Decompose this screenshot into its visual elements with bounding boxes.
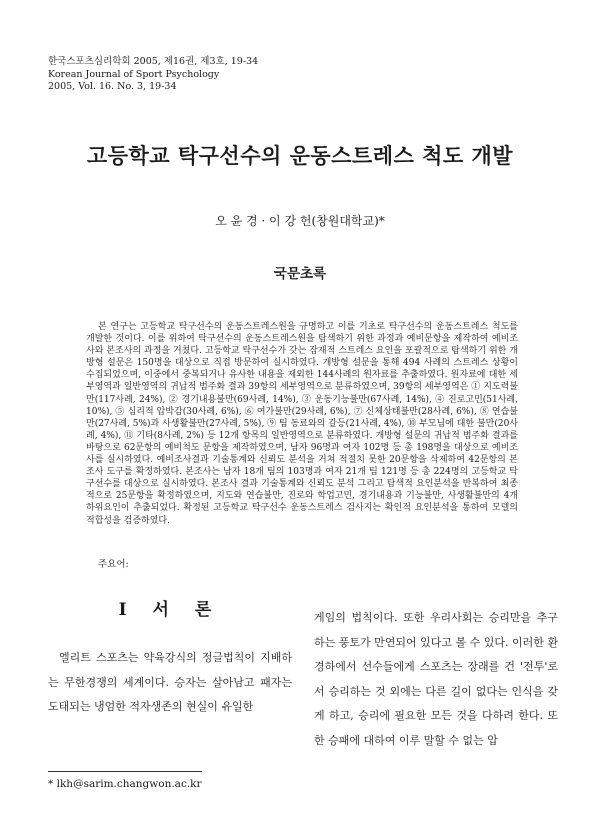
paper-title: 고등학교 탁구선수의 운동스트레스 척도 개발 bbox=[86, 143, 514, 168]
journal-header-line-1: 한국스포츠심리학회 2005, 제16권, 제3호, 19-34 bbox=[48, 56, 259, 67]
keywords-label: 주요어: bbox=[98, 559, 129, 570]
journal-header bbox=[48, 56, 258, 94]
journal-header-line-3: 2005, Vol. 16. No. 3, 19-34 bbox=[48, 81, 177, 92]
body-column-right bbox=[314, 606, 558, 753]
intro-paragraph-left: 엘리트 스포츠는 약육강식의 정글법칙이 지배하는 무한경쟁의 세계이다. 승자는 살아남고 패자는 도태되는 냉엄한 적자생존의 현실이 유일한 bbox=[48, 651, 292, 713]
abstract-body: 본 연구는 고등학교 탁구선수의 운동스트레스원을 규명하고 이를 기초로 탁구선수의 운동스트레스 척도를 개발한 것이다. 이를 위하여 탁구선수의 운동스트레스원을 탐색하기 위한 과정과 예비문항을 제작하여 예비조사와 본조사의 과정을 거쳤다. 고등학교 탁구선수가 갖는 잠재적 스트레스 요인을 포괄적으로 탐색하기 위한 개방형 설문은 150명을 대상으로 직접 방문하여 실시하였다. 개방형 설문을 통해 494 사례의 스트레스 상황이 수집되었으며, 이중에서 중복되거나 유사한 내용을 제외한 144사례의 원자료를 추출하였다. 원자료에 대한 세부영역과 일반영역의 귀납적 범주화 결과 39항의 세부영역으로 분류하였으며, 39항의 세부영역은 ① 지도력불만(117사례, 24%), ② 경기내용불만(69사례, 14%), ③ 운동기능불만(67사례, 14%), ④ 진로고민(51사례, 10%), ⑤ 심리적 압박감(30사례, 6%), ⑥ 여가불만(29사례, 6%), ⑦ 신체상태불만(28사례, 6%), ⑧ 연습불만(27사례, 5%)과 사생활불만(27사례, 5%), ⑨ 팀 동료와의 갈등(21사례, 4%), ⑩ 부모님에 대한 불만(20사례, 4%), ⑪ 기타(8사례, 2%) 등 12개 항목의 일반영역으로 분류하였다. 개방형 설문의 귀납적 범주화 결과를 바탕으로 62문항의 예비척도 문항을 제작하였으며, 남자 96명과 여자 102명 등 총 198명을 대상으로 예비조사를 실시하였다. 예비조사결과 기술통계와 신뢰도 분석을 거쳐 적절치 못한 20문항을 삭제하여 42문항의 본조사 도구를 확정하였다. 본조사는 남자 18개 팀의 103명과 여자 21개 팀 121명 등 총 224명의 고등학교 탁구선수를 대상으로 실시하였다. 본조사 결과 기술통계와 신뢰도 분석 그리고 탐색적 요인분석을 반복하여 최종적으로 25문항을 확정하였으며, 지도와 연습불만, 진로와 학업고민, 경기내용과 기능불만, 사생활불만의 4개 하위요인이 추출되었다. 확정된 고등학교 탁구선수 운동스트레스 검사지는 확인적 요인분석을 통하여 모델의 적합성을 검증하였다. bbox=[86, 322, 518, 526]
section-heading-introduction: I 서 론 bbox=[118, 600, 222, 620]
footnote-email: * lkh@sarim.changwon.ac.kr bbox=[48, 778, 202, 790]
authors: 오 윤 경 · 이 강 헌(창원대학교)* bbox=[215, 214, 385, 228]
abstract-heading: 국문초록 bbox=[273, 266, 327, 282]
footnote-rule bbox=[48, 771, 202, 772]
body-column-left bbox=[48, 598, 292, 720]
intro-paragraph-right: 게임의 법칙이다. 또한 우리사회는 승리만을 추구하는 풍토가 만연되어 있다고 볼 수 있다. 이러한 환경하에서 선수들에게 스포츠는 장래를 건 '전투'로서 승리하는 것 외에는 다른 길이 없다는 인식을 갖게 하고, 승리에 필요한 모든 것을 다하려 한다. 또한 승패에 대하여 이루 말할 수 없는 압 bbox=[314, 611, 558, 747]
journal-header-line-2: Korean Journal of Sport Psychology bbox=[48, 68, 220, 80]
